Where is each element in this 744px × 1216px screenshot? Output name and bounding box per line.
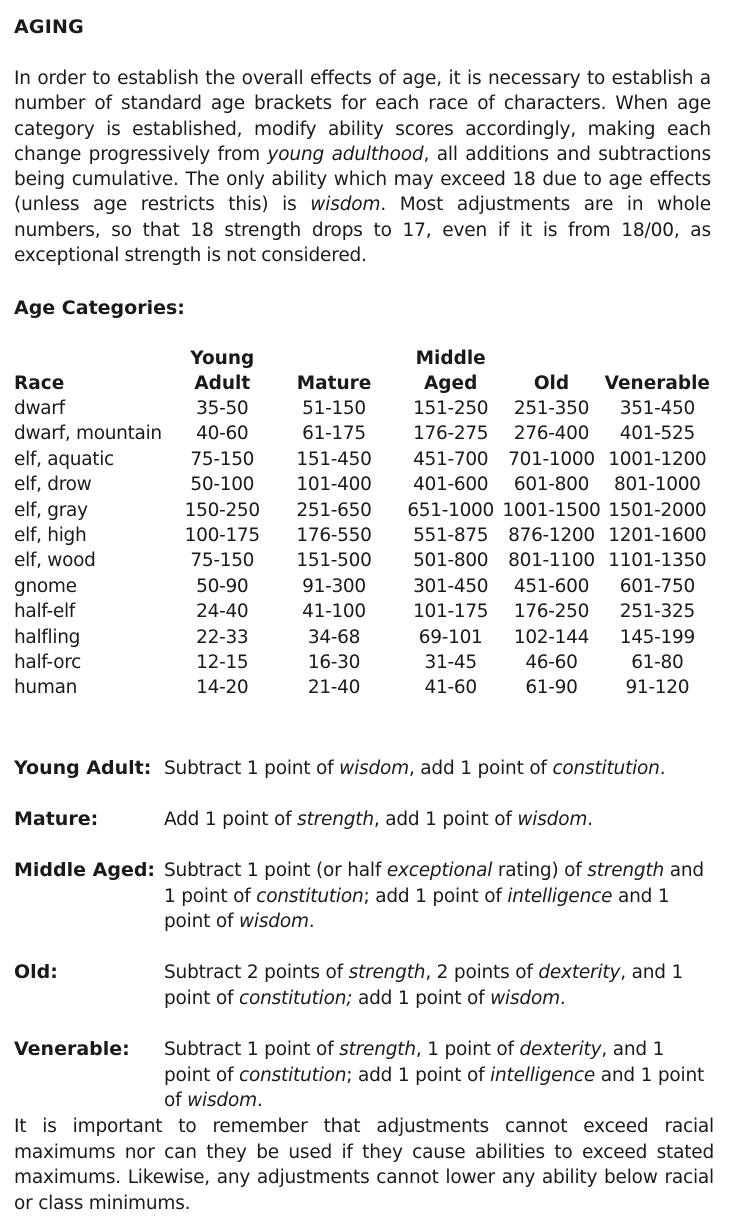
- cell-mature: 21-40: [307, 677, 361, 699]
- cell-middle-aged: 41-60: [424, 677, 477, 699]
- cell-old: 876-1200: [508, 525, 595, 547]
- cell-race: elf, drow: [14, 474, 92, 496]
- cell-venerable: 145-199: [619, 626, 695, 648]
- cell-race: half-elf: [14, 601, 76, 623]
- cell-young-adult: 14-20: [196, 677, 249, 699]
- cell-mature: 151-450: [296, 448, 372, 470]
- cell-race: dwarf, mountain: [14, 423, 162, 445]
- cell-old: 601-800: [513, 474, 590, 496]
- cell-old: 61-90: [525, 677, 578, 699]
- cell-middle-aged: 31-45: [424, 652, 477, 674]
- cell-race: elf, aquatic: [14, 448, 114, 470]
- cell-mature: 16-30: [307, 652, 361, 674]
- cell-venerable: 1501-2000: [608, 499, 707, 521]
- table-row: [14, 396, 710, 421]
- cell-young-adult: 75-150: [190, 550, 255, 572]
- cell-young-adult: 75-150: [190, 448, 255, 470]
- cell-old: 801-1100: [508, 550, 595, 572]
- cell-mature: 61-175: [302, 423, 366, 445]
- table-row: [14, 574, 710, 599]
- cell-venerable: 61-80: [631, 652, 684, 674]
- cell-middle-aged: 176-275: [413, 423, 489, 445]
- cell-middle-aged: 69-101: [418, 626, 483, 648]
- cell-young-adult: 24-40: [196, 601, 249, 623]
- table-row: [14, 447, 710, 472]
- cell-race: half-orc: [14, 652, 82, 674]
- cell-venerable: 1101-1350: [608, 550, 707, 572]
- cell-race: dwarf: [14, 398, 65, 419]
- cell-mature: 176-550: [296, 525, 372, 547]
- cell-young-adult: 50-100: [190, 474, 255, 496]
- cell-young-adult: 100-175: [184, 525, 260, 547]
- cell-race: elf, wood: [14, 550, 96, 572]
- table-row: [14, 472, 710, 497]
- cell-old: 102-144: [513, 626, 590, 648]
- cell-young-adult: 40-60: [196, 423, 249, 445]
- cell-venerable: 91-120: [625, 677, 690, 699]
- table-row: [14, 548, 710, 573]
- table-row: [14, 650, 710, 675]
- cell-mature: 101-400: [296, 474, 372, 496]
- cell-middle-aged: 651-1000: [407, 499, 494, 521]
- age-categories-table: [14, 346, 710, 701]
- cell-old: 701-1000: [508, 448, 595, 470]
- cell-race: halfling: [14, 626, 81, 648]
- cell-young-adult: 12-15: [196, 652, 249, 674]
- cell-race: gnome: [14, 575, 77, 597]
- cell-old: 1001-1500: [502, 499, 601, 521]
- table-row: [14, 599, 710, 624]
- cell-young-adult: 22-33: [196, 626, 249, 648]
- header-middle-aged: Middle Aged: [415, 348, 486, 394]
- cell-race: elf, high: [14, 525, 87, 547]
- table-row: [14, 523, 710, 548]
- cell-venerable: 601-750: [619, 575, 695, 597]
- cell-middle-aged: 401-600: [413, 474, 489, 496]
- cell-old: 176-250: [513, 601, 590, 623]
- cell-mature: 151-500: [296, 550, 372, 572]
- cell-old: 251-350: [513, 398, 590, 419]
- closing-paragraph: It is important to remember that adjustments cannot exceed racial maximums nor can they be used if they cause abilities to exceed stated maximums. Likewise, any adjustments cannot lower any ability below racial or class minimums.: [14, 1116, 714, 1214]
- table-row: [14, 421, 710, 446]
- intro-paragraph: In order to establish the overall effects of age, it is necessary to establish a number of standard age brackets for each race of characters. When age category is established, modify ability scores accordingly, making each change progressively from young adulthood, all additions and subtractions being cumulative. The only ability which may exceed 18 due to age effects (unless age restricts this) is wisdom. Most adjustments are in whole numbers, so that 18 strength drops to 17, even if it is from 18/00, as exceptional strength is not considered.: [14, 68, 711, 267]
- section-heading: AGING: [14, 16, 84, 38]
- cell-mature: 251-650: [296, 499, 372, 521]
- cell-young-adult: 35-50: [196, 398, 249, 419]
- cell-mature: 51-150: [302, 398, 366, 419]
- cell-old: 451-600: [513, 575, 590, 597]
- cell-young-adult: 50-90: [196, 575, 249, 597]
- header-young-adult: Young Adult: [190, 348, 255, 394]
- cell-middle-aged: 551-875: [413, 525, 489, 547]
- cell-venerable: 251-325: [619, 601, 695, 623]
- cell-old: 276-400: [513, 423, 590, 445]
- cell-venerable: 401-525: [619, 423, 695, 445]
- table-row: [14, 625, 710, 650]
- header-venerable: Venerable: [604, 373, 710, 394]
- cell-mature: 34-68: [307, 626, 361, 648]
- header-mature: Mature: [296, 373, 372, 394]
- cell-venerable: 1001-1200: [608, 448, 707, 470]
- cell-middle-aged: 101-175: [413, 601, 489, 623]
- cell-race: elf, gray: [14, 499, 88, 521]
- cell-middle-aged: 301-450: [413, 575, 489, 597]
- cell-venerable: 351-450: [619, 398, 695, 419]
- cell-mature: 41-100: [302, 601, 366, 623]
- cell-middle-aged: 451-700: [413, 448, 489, 470]
- table-row: [14, 498, 710, 523]
- age-categories-heading: Age Categories:: [14, 297, 185, 319]
- cell-venerable: 1201-1600: [608, 525, 707, 547]
- cell-young-adult: 150-250: [184, 499, 260, 521]
- table-header-row: [14, 346, 710, 396]
- cell-mature: 91-300: [302, 575, 366, 597]
- cell-race: human: [14, 677, 78, 699]
- cell-middle-aged: 501-800: [413, 550, 489, 572]
- table-row: [14, 675, 710, 700]
- header-race: Race: [14, 373, 65, 394]
- cell-old: 46-60: [525, 652, 578, 674]
- cell-middle-aged: 151-250: [413, 398, 489, 419]
- header-old: Old: [533, 373, 570, 394]
- cell-venerable: 801-1000: [613, 474, 701, 496]
